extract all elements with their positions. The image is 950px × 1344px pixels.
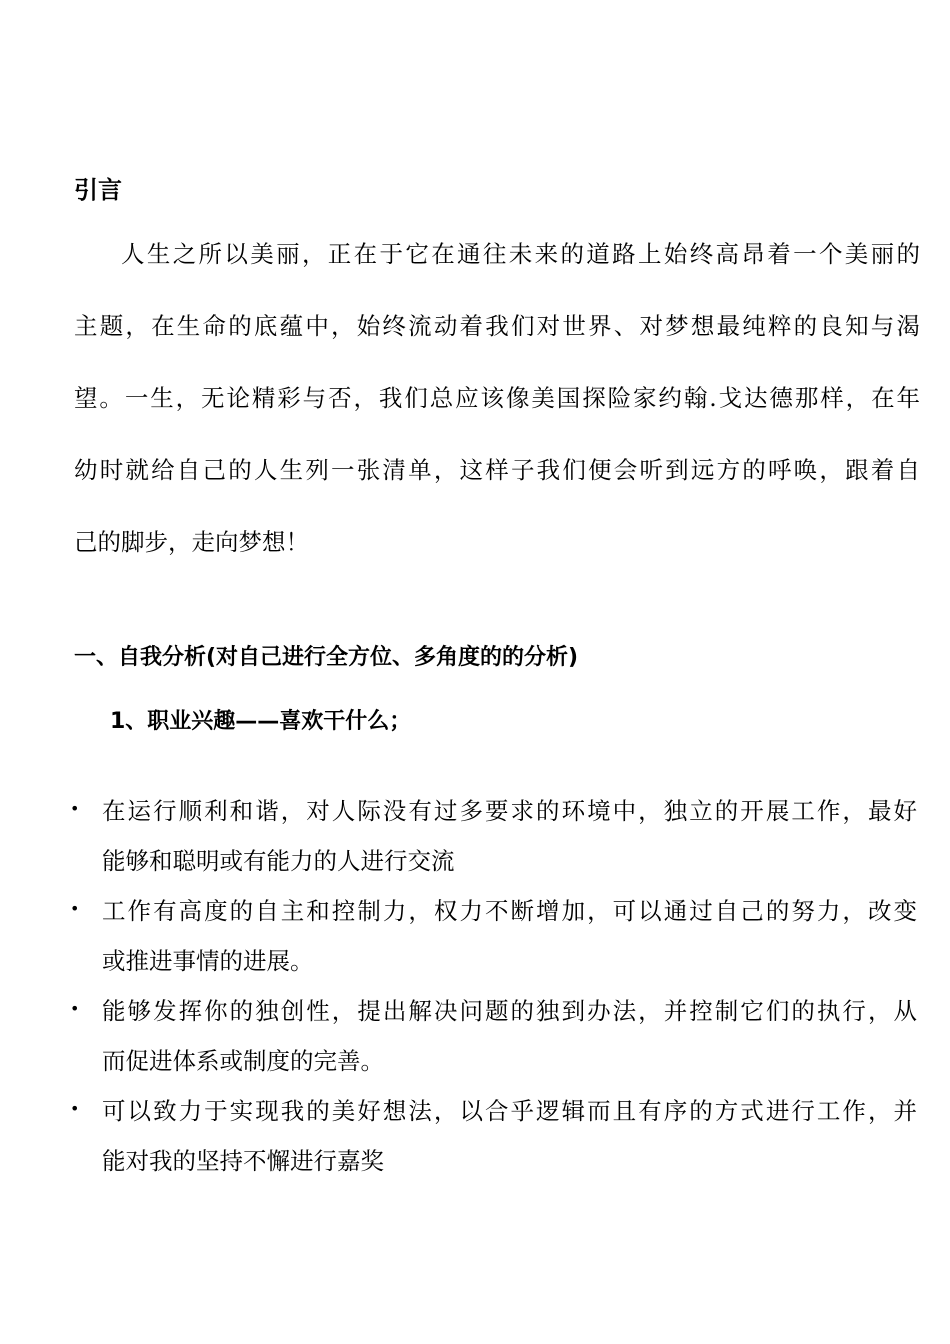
list-item-line: 能够发挥你的独创性，提出解决问题的独到办法，并控制它们的执行，从 bbox=[102, 997, 917, 1025]
bullet-icon: • bbox=[70, 999, 80, 1018]
list-item-line: 能对我的坚持不懈进行嘉奖 bbox=[102, 1147, 384, 1175]
list-item-text bbox=[102, 886, 917, 986]
list-item-line: 能够和聪明或有能力的人进行交流 bbox=[102, 847, 455, 875]
list-item-text bbox=[102, 986, 917, 1086]
bullet-icon: • bbox=[70, 799, 80, 818]
subheading-career-interest: 1、职业兴趣——喜欢干什么； bbox=[110, 709, 412, 734]
intro-paragraph-line: 人生之所以美丽，正在于它在通往未来的道路上始终高昂着一个美丽的 bbox=[121, 240, 920, 268]
bullet-icon: • bbox=[70, 899, 80, 918]
section-heading-self-analysis: 一、自我分析(对自己进行全方位、多角度的的分析) bbox=[74, 645, 579, 670]
list-item bbox=[0, 1086, 950, 1186]
intro-paragraph bbox=[74, 232, 920, 592]
list-item-line: 在运行顺利和谐，对人际没有过多要求的环境中，独立的开展工作，最好 bbox=[102, 797, 917, 825]
interest-bullet-list bbox=[0, 786, 950, 1186]
intro-paragraph-line: 幼时就给自己的人生列一张清单，这样子我们便会听到远方的呼唤，跟着自 bbox=[74, 456, 920, 484]
list-item-line: 或推进事情的进展。 bbox=[102, 947, 314, 975]
list-item bbox=[0, 886, 950, 986]
list-item-line: 可以致力于实现我的美好想法，以合乎逻辑而且有序的方式进行工作，并 bbox=[102, 1097, 917, 1125]
list-item-line: 工作有高度的自主和控制力，权力不断增加，可以通过自己的努力，改变 bbox=[102, 897, 917, 925]
bullet-icon: • bbox=[70, 1099, 80, 1118]
list-item bbox=[0, 786, 950, 886]
list-item-line: 而促进体系或制度的完善。 bbox=[102, 1047, 384, 1075]
list-item-text bbox=[102, 1086, 917, 1186]
intro-paragraph-line: 己的脚步，走向梦想！ bbox=[74, 528, 309, 556]
intro-heading: 引言 bbox=[74, 176, 122, 204]
intro-paragraph-line: 望。一生，无论精彩与否，我们总应该像美国探险家约翰.戈达德那样，在年 bbox=[74, 384, 920, 412]
list-item bbox=[0, 986, 950, 1086]
intro-paragraph-line: 主题，在生命的底蕴中，始终流动着我们对世界、对梦想最纯粹的良知与渴 bbox=[74, 312, 920, 340]
list-item-text bbox=[102, 786, 917, 886]
